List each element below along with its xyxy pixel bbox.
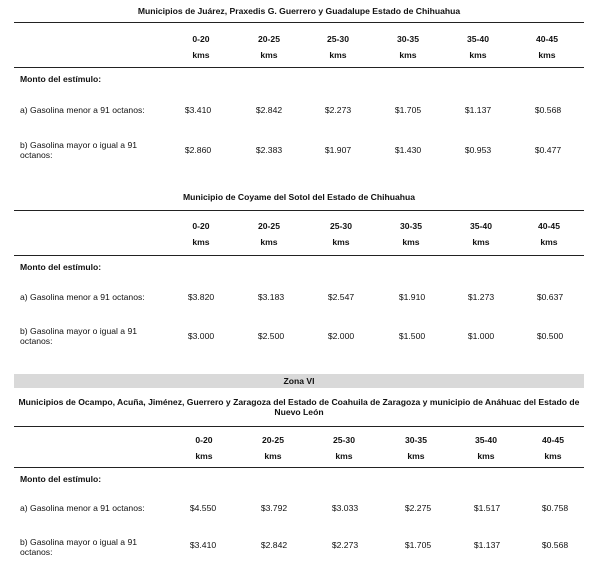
range-header: 25-30	[330, 221, 352, 231]
monto-label: Monto del estímulo:	[20, 74, 102, 84]
section-title: Municipios de Juárez, Praxedis G. Guerrero y Guadalupe Estado de Chihuahua	[137, 6, 461, 16]
range-header: 20-25	[262, 435, 284, 445]
value-cell: $2.275	[404, 503, 432, 513]
range-header: 0-20	[192, 221, 210, 231]
value-cell: $0.953	[464, 145, 492, 155]
range-header: 0-20	[192, 34, 210, 44]
value-cell: $0.758	[541, 503, 569, 513]
divider	[14, 467, 584, 468]
row-label: b) Gasolina mayor o igual a 91 octanos:	[20, 140, 138, 160]
value-cell: $3.183	[257, 292, 285, 302]
value-cell: $3.033	[331, 503, 359, 513]
value-cell: $3.820	[187, 292, 215, 302]
value-cell: $2.842	[255, 105, 283, 115]
unit-header: kms	[540, 237, 558, 247]
range-header: 30-35	[405, 435, 427, 445]
unit-header: kms	[329, 50, 347, 60]
range-header: 0-20	[195, 435, 213, 445]
divider	[14, 255, 584, 256]
value-cell: $2.273	[324, 105, 352, 115]
divider	[14, 67, 584, 68]
zone-header: Zona VI	[14, 374, 584, 388]
range-header: 20-25	[258, 221, 280, 231]
value-cell: $1.705	[394, 105, 422, 115]
row-label: b) Gasolina mayor o igual a 91 octanos:	[20, 537, 138, 557]
unit-header: kms	[264, 451, 282, 461]
range-header: 40-45	[542, 435, 564, 445]
row-label: b) Gasolina mayor o igual a 91 octanos:	[20, 326, 138, 346]
divider	[14, 22, 584, 23]
value-cell: $2.500	[257, 331, 285, 341]
range-header: 20-25	[258, 34, 280, 44]
range-header: 40-45	[536, 34, 558, 44]
unit-header: kms	[192, 237, 210, 247]
row-label: a) Gasolina menor a 91 octanos:	[20, 105, 145, 115]
range-header: 30-35	[400, 221, 422, 231]
unit-header: kms	[402, 237, 420, 247]
unit-header: kms	[407, 451, 425, 461]
value-cell: $1.910	[398, 292, 426, 302]
unit-header: kms	[192, 50, 210, 60]
range-header: 35-40	[475, 435, 497, 445]
range-header: 25-30	[333, 435, 355, 445]
value-cell: $0.568	[534, 105, 562, 115]
value-cell: $2.860	[184, 145, 212, 155]
unit-header: kms	[469, 50, 487, 60]
value-cell: $2.000	[327, 331, 355, 341]
range-header: 35-40	[467, 34, 489, 44]
value-cell: $0.637	[536, 292, 564, 302]
range-header: 35-40	[470, 221, 492, 231]
value-cell: $1.500	[398, 331, 426, 341]
value-cell: $2.547	[327, 292, 355, 302]
unit-header: kms	[472, 237, 490, 247]
divider	[14, 426, 584, 427]
unit-header: kms	[538, 50, 556, 60]
value-cell: $3.792	[260, 503, 288, 513]
value-cell: $1.137	[464, 105, 492, 115]
unit-header: kms	[399, 50, 417, 60]
unit-header: kms	[260, 237, 278, 247]
value-cell: $1.705	[404, 540, 432, 550]
section-title: Municipio de Coyame del Sotol del Estado de Chihuahua	[182, 192, 416, 202]
section-title: Municipios de Ocampo, Acuña, Jiménez, Guerrero y Zaragoza del Estado de Coahuila de Zaragoza y municipio de Anáhuac del Estado de Nuevo León	[18, 397, 580, 417]
range-header: 30-35	[397, 34, 419, 44]
value-cell: $1.000	[467, 331, 495, 341]
range-header: 40-45	[538, 221, 560, 231]
value-cell: $4.550	[189, 503, 217, 513]
unit-header: kms	[195, 451, 213, 461]
value-cell: $2.383	[255, 145, 283, 155]
row-label: a) Gasolina menor a 91 octanos:	[20, 503, 145, 513]
value-cell: $1.907	[324, 145, 352, 155]
divider	[14, 210, 584, 211]
value-cell: $0.500	[536, 331, 564, 341]
monto-label: Monto del estímulo:	[20, 474, 102, 484]
value-cell: $1.517	[473, 503, 501, 513]
value-cell: $1.137	[473, 540, 501, 550]
value-cell: $2.273	[331, 540, 359, 550]
value-cell: $3.000	[187, 331, 215, 341]
unit-header: kms	[477, 451, 495, 461]
value-cell: $0.477	[534, 145, 562, 155]
unit-header: kms	[260, 50, 278, 60]
value-cell: $2.842	[260, 540, 288, 550]
value-cell: $0.568	[541, 540, 569, 550]
value-cell: $3.410	[184, 105, 212, 115]
monto-label: Monto del estímulo:	[20, 262, 102, 272]
unit-header: kms	[544, 451, 562, 461]
unit-header: kms	[332, 237, 350, 247]
range-header: 25-30	[327, 34, 349, 44]
value-cell: $3.410	[189, 540, 217, 550]
value-cell: $1.430	[394, 145, 422, 155]
unit-header: kms	[335, 451, 353, 461]
row-label: a) Gasolina menor a 91 octanos:	[20, 292, 145, 302]
value-cell: $1.273	[467, 292, 495, 302]
